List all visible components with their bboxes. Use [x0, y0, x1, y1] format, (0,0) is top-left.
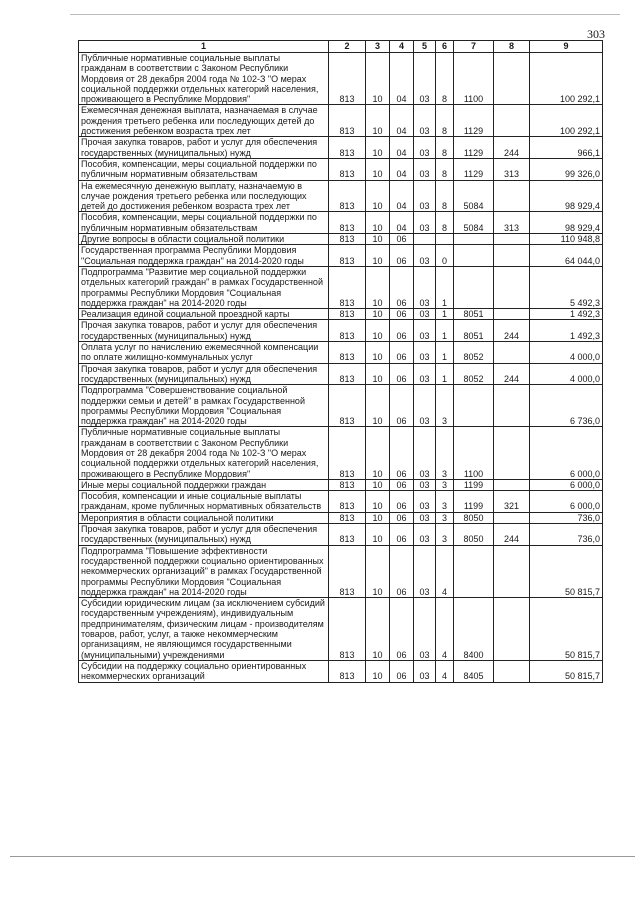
- row-program-code: 03: [414, 53, 436, 105]
- row-expense-type: [494, 234, 530, 245]
- row-subsection-code: 06: [390, 342, 414, 364]
- row-target-code: [454, 385, 494, 427]
- row-expense-type: 244: [494, 320, 530, 342]
- row-expense-type: 244: [494, 363, 530, 385]
- row-subsection-code: 06: [390, 598, 414, 661]
- table-row: [79, 180, 603, 212]
- row-program-code: 03: [414, 512, 436, 523]
- row-name: Оплата услуг по начислению ежемесячной компенсации по оплате жилищно-коммунальных услуг: [79, 342, 329, 364]
- row-program-code: 03: [414, 363, 436, 385]
- row-subsection-code: 04: [390, 53, 414, 105]
- budget-table: [78, 40, 603, 683]
- row-program-code: 03: [414, 245, 436, 267]
- row-expense-type: [494, 245, 530, 267]
- row-subprogram-code: 4: [436, 598, 454, 661]
- row-name: Ежемесячная денежная выплата, назначаемая в случае рождения третьего ребенка или последующих детей до достижения ребенком возраста трех лет: [79, 105, 329, 137]
- row-subprogram-code: 3: [436, 491, 454, 513]
- row-section-code: 10: [366, 491, 390, 513]
- row-program-code: 03: [414, 320, 436, 342]
- row-subprogram-code: 3: [436, 427, 454, 479]
- row-subprogram-code: 8: [436, 137, 454, 159]
- row-subsection-code: 06: [390, 545, 414, 597]
- row-target-code: 8052: [454, 363, 494, 385]
- row-ministry-code: 813: [329, 309, 366, 320]
- row-amount: 6 000,0: [530, 479, 603, 490]
- row-name: Прочая закупка товаров, работ и услуг для обеспечения государственных (муниципальных) нужд: [79, 524, 329, 546]
- row-target-code: 8051: [454, 309, 494, 320]
- row-target-code: 8405: [454, 660, 494, 682]
- row-section-code: 10: [366, 598, 390, 661]
- row-subsection-code: 06: [390, 385, 414, 427]
- row-target-code: 8051: [454, 320, 494, 342]
- row-name: Субсидии на поддержку социально ориентированных некоммерческих организаций: [79, 660, 329, 682]
- row-expense-type: 313: [494, 212, 530, 234]
- row-target-code: 8400: [454, 598, 494, 661]
- row-program-code: 03: [414, 266, 436, 308]
- row-subprogram-code: 1: [436, 342, 454, 364]
- row-subsection-code: 06: [390, 512, 414, 523]
- table-row: [79, 524, 603, 546]
- row-target-code: 1129: [454, 158, 494, 180]
- row-amount: 6 000,0: [530, 427, 603, 479]
- row-program-code: [414, 234, 436, 245]
- header-cell: 2: [329, 41, 366, 53]
- row-target-code: 5084: [454, 212, 494, 234]
- header-cell: 9: [530, 41, 603, 53]
- table-row: [79, 137, 603, 159]
- page-number: 303: [587, 27, 605, 41]
- table-row: [79, 479, 603, 490]
- row-ministry-code: 813: [329, 245, 366, 267]
- row-amount: 110 948,8: [530, 234, 603, 245]
- row-subsection-code: 06: [390, 266, 414, 308]
- table-row: [79, 266, 603, 308]
- row-amount: 50 815,7: [530, 598, 603, 661]
- row-program-code: 03: [414, 524, 436, 546]
- table-row: [79, 363, 603, 385]
- header-cell: 8: [494, 41, 530, 53]
- row-name: Прочая закупка товаров, работ и услуг для обеспечения государственных (муниципальных) нужд: [79, 137, 329, 159]
- row-name: Прочая закупка товаров, работ и услуг для обеспечения государственных (муниципальных) нужд: [79, 363, 329, 385]
- table-row: [79, 320, 603, 342]
- row-amount: 966,1: [530, 137, 603, 159]
- row-section-code: 10: [366, 180, 390, 212]
- row-program-code: 03: [414, 137, 436, 159]
- row-amount: 98 929,4: [530, 180, 603, 212]
- header-cell: 6: [436, 41, 454, 53]
- row-amount: 100 292,1: [530, 105, 603, 137]
- row-target-code: [454, 266, 494, 308]
- table-row: [79, 660, 603, 682]
- row-target-code: 8050: [454, 512, 494, 523]
- row-program-code: 03: [414, 660, 436, 682]
- row-section-code: 10: [366, 545, 390, 597]
- row-amount: 1 492,3: [530, 309, 603, 320]
- row-subprogram-code: 8: [436, 158, 454, 180]
- row-subsection-code: 04: [390, 180, 414, 212]
- row-subsection-code: 06: [390, 320, 414, 342]
- row-amount: 64 044,0: [530, 245, 603, 267]
- row-subprogram-code: 8: [436, 105, 454, 137]
- row-subprogram-code: 3: [436, 385, 454, 427]
- table-row: [79, 598, 603, 661]
- row-section-code: 10: [366, 53, 390, 105]
- row-subsection-code: 04: [390, 212, 414, 234]
- row-amount: 5 492,3: [530, 266, 603, 308]
- row-expense-type: [494, 545, 530, 597]
- header-row: [79, 41, 603, 53]
- row-program-code: 03: [414, 491, 436, 513]
- row-amount: 4 000,0: [530, 342, 603, 364]
- table-row: [79, 427, 603, 479]
- table-row: [79, 158, 603, 180]
- row-section-code: 10: [366, 234, 390, 245]
- row-section-code: 10: [366, 105, 390, 137]
- header-cell: 5: [414, 41, 436, 53]
- row-program-code: 03: [414, 427, 436, 479]
- row-program-code: 03: [414, 105, 436, 137]
- row-program-code: 03: [414, 385, 436, 427]
- row-program-code: 03: [414, 545, 436, 597]
- row-expense-type: [494, 427, 530, 479]
- row-name: Пособия, компенсации, меры социальной поддержки по публичным нормативным обязательствам: [79, 158, 329, 180]
- row-section-code: 10: [366, 385, 390, 427]
- row-ministry-code: 813: [329, 363, 366, 385]
- row-expense-type: [494, 266, 530, 308]
- row-amount: 4 000,0: [530, 363, 603, 385]
- row-target-code: 1100: [454, 427, 494, 479]
- row-subprogram-code: 3: [436, 479, 454, 490]
- row-subsection-code: 04: [390, 158, 414, 180]
- row-program-code: 03: [414, 212, 436, 234]
- row-subprogram-code: 4: [436, 545, 454, 597]
- row-program-code: 03: [414, 309, 436, 320]
- row-section-code: 10: [366, 309, 390, 320]
- row-subsection-code: 06: [390, 491, 414, 513]
- row-subprogram-code: 8: [436, 212, 454, 234]
- row-name: Другие вопросы в области социальной политики: [79, 234, 329, 245]
- row-program-code: 03: [414, 180, 436, 212]
- header-cell: 7: [454, 41, 494, 53]
- row-ministry-code: 813: [329, 545, 366, 597]
- row-ministry-code: 813: [329, 427, 366, 479]
- row-name: Подпрограмма "Совершенствование социальной поддержки семьи и детей" в рамках Государственной программы Республики Мордовия "Социальная поддержка граждан" на 2014-2020 годы: [79, 385, 329, 427]
- row-expense-type: 244: [494, 137, 530, 159]
- row-ministry-code: 813: [329, 320, 366, 342]
- row-section-code: 10: [366, 342, 390, 364]
- row-amount: 736,0: [530, 512, 603, 523]
- row-expense-type: [494, 660, 530, 682]
- row-amount: 50 815,7: [530, 660, 603, 682]
- top-rule: [70, 14, 620, 15]
- row-target-code: 8052: [454, 342, 494, 364]
- row-subsection-code: 06: [390, 309, 414, 320]
- row-ministry-code: 813: [329, 512, 366, 523]
- table-row: [79, 491, 603, 513]
- row-target-code: [454, 234, 494, 245]
- row-amount: 99 326,0: [530, 158, 603, 180]
- row-expense-type: [494, 598, 530, 661]
- row-name: Подпрограмма "Повышение эффективности государственной поддержки социально ориентированных некоммерческих организаций" в рамках Государственной программы Республики Мордовия "Социальная поддержка граждан" на 2014-2020 годы: [79, 545, 329, 597]
- row-section-code: 10: [366, 158, 390, 180]
- row-program-code: 03: [414, 479, 436, 490]
- row-target-code: [454, 245, 494, 267]
- row-subprogram-code: 8: [436, 53, 454, 105]
- row-target-code: [454, 545, 494, 597]
- row-subsection-code: 06: [390, 234, 414, 245]
- row-subprogram-code: 4: [436, 660, 454, 682]
- row-program-code: 03: [414, 598, 436, 661]
- header-cell: 3: [366, 41, 390, 53]
- row-name: Пособия, компенсации и иные социальные выплаты гражданам, кроме публичных нормативных обязательств: [79, 491, 329, 513]
- row-name: Иные меры социальной поддержки граждан: [79, 479, 329, 490]
- bottom-rule: [10, 856, 635, 857]
- row-expense-type: 321: [494, 491, 530, 513]
- row-program-code: 03: [414, 158, 436, 180]
- row-section-code: 10: [366, 427, 390, 479]
- row-section-code: 10: [366, 212, 390, 234]
- row-expense-type: [494, 180, 530, 212]
- row-name: Публичные нормативные социальные выплаты гражданам в соответствии с Законом Республики Мордовия от 28 декабря 2004 года № 102-З "О мерах социальной поддержки отдельных категорий населения, проживающего в Республике Мордовия": [79, 427, 329, 479]
- row-subsection-code: 06: [390, 660, 414, 682]
- row-ministry-code: 813: [329, 524, 366, 546]
- row-section-code: 10: [366, 512, 390, 523]
- row-ministry-code: 813: [329, 660, 366, 682]
- row-ministry-code: 813: [329, 180, 366, 212]
- row-subsection-code: 04: [390, 137, 414, 159]
- row-target-code: 8050: [454, 524, 494, 546]
- header-cell: 1: [79, 41, 329, 53]
- row-ministry-code: 813: [329, 53, 366, 105]
- row-expense-type: [494, 309, 530, 320]
- row-ministry-code: 813: [329, 385, 366, 427]
- row-amount: 6 736,0: [530, 385, 603, 427]
- row-subsection-code: 06: [390, 524, 414, 546]
- row-name: Публичные нормативные социальные выплаты гражданам в соответствии с Законом Республики Мордовия от 28 декабря 2004 года № 102-З "О мерах социальной поддержки отдельных категорий населения, проживающего в Республике Мордовия": [79, 53, 329, 105]
- table-row: [79, 309, 603, 320]
- row-subprogram-code: 1: [436, 266, 454, 308]
- row-name: Подпрограмма "Развитие мер социальной поддержки отдельных категорий граждан" в рамках Государственной программы Республики Мордовия "Социальная поддержка граждан" на 2014-2020 годы: [79, 266, 329, 308]
- row-subsection-code: 06: [390, 427, 414, 479]
- row-section-code: 10: [366, 137, 390, 159]
- row-section-code: 10: [366, 266, 390, 308]
- row-subsection-code: 06: [390, 363, 414, 385]
- row-name: Реализация единой социальной проездной карты: [79, 309, 329, 320]
- table-row: [79, 53, 603, 105]
- row-section-code: 10: [366, 245, 390, 267]
- row-ministry-code: 813: [329, 266, 366, 308]
- row-amount: 100 292,1: [530, 53, 603, 105]
- table-body: [79, 53, 603, 683]
- row-name: Мероприятия в области социальной политики: [79, 512, 329, 523]
- row-subsection-code: 04: [390, 105, 414, 137]
- row-target-code: 5084: [454, 180, 494, 212]
- row-ministry-code: 813: [329, 598, 366, 661]
- row-name: Государственная программа Республики Мордовия "Социальная поддержка граждан" на 2014-2020 годы: [79, 245, 329, 267]
- table-row: [79, 385, 603, 427]
- row-expense-type: 244: [494, 524, 530, 546]
- row-amount: 98 929,4: [530, 212, 603, 234]
- table-row: [79, 245, 603, 267]
- row-name: Пособия, компенсации, меры социальной поддержки по публичным нормативным обязательствам: [79, 212, 329, 234]
- row-ministry-code: 813: [329, 479, 366, 490]
- row-subprogram-code: 3: [436, 512, 454, 523]
- row-ministry-code: 813: [329, 105, 366, 137]
- row-target-code: 1199: [454, 491, 494, 513]
- row-section-code: 10: [366, 660, 390, 682]
- row-name: Прочая закупка товаров, работ и услуг для обеспечения государственных (муниципальных) нужд: [79, 320, 329, 342]
- table-row: [79, 545, 603, 597]
- row-expense-type: 313: [494, 158, 530, 180]
- table-row: [79, 342, 603, 364]
- row-section-code: 10: [366, 479, 390, 490]
- row-ministry-code: 813: [329, 491, 366, 513]
- row-subprogram-code: 1: [436, 320, 454, 342]
- row-name: На ежемесячную денежную выплату, назначаемую в случае рождения третьего ребенка или последующих детей до достижения ребенком возраста трех лет: [79, 180, 329, 212]
- row-expense-type: [494, 512, 530, 523]
- row-amount: 6 000,0: [530, 491, 603, 513]
- row-subprogram-code: 3: [436, 524, 454, 546]
- row-program-code: 03: [414, 342, 436, 364]
- row-ministry-code: 813: [329, 158, 366, 180]
- row-subsection-code: 06: [390, 479, 414, 490]
- row-name: Субсидии юридическим лицам (за исключением субсидий государственным учреждениям), индивидуальным предпринимателям, физическим лицам - производителям товаров, работ, услуг, а также некоммерческим организациям, не являющимся государственными (муниципальными) учреждениями: [79, 598, 329, 661]
- row-subprogram-code: [436, 234, 454, 245]
- row-expense-type: [494, 385, 530, 427]
- row-target-code: 1199: [454, 479, 494, 490]
- table-row: [79, 105, 603, 137]
- header-cell: 4: [390, 41, 414, 53]
- row-subprogram-code: 8: [436, 180, 454, 212]
- table-row: [79, 234, 603, 245]
- row-ministry-code: 813: [329, 137, 366, 159]
- row-expense-type: [494, 53, 530, 105]
- row-ministry-code: 813: [329, 234, 366, 245]
- row-subsection-code: 06: [390, 245, 414, 267]
- table-row: [79, 512, 603, 523]
- row-section-code: 10: [366, 320, 390, 342]
- row-subprogram-code: 1: [436, 363, 454, 385]
- row-amount: 736,0: [530, 524, 603, 546]
- row-amount: 1 492,3: [530, 320, 603, 342]
- row-ministry-code: 813: [329, 212, 366, 234]
- row-expense-type: [494, 479, 530, 490]
- row-target-code: 1100: [454, 53, 494, 105]
- row-section-code: 10: [366, 524, 390, 546]
- row-subprogram-code: 0: [436, 245, 454, 267]
- row-target-code: 1129: [454, 137, 494, 159]
- table-row: [79, 212, 603, 234]
- row-target-code: 1129: [454, 105, 494, 137]
- row-section-code: 10: [366, 363, 390, 385]
- row-ministry-code: 813: [329, 342, 366, 364]
- row-amount: 50 815,7: [530, 545, 603, 597]
- row-subprogram-code: 1: [436, 309, 454, 320]
- row-expense-type: [494, 342, 530, 364]
- row-expense-type: [494, 105, 530, 137]
